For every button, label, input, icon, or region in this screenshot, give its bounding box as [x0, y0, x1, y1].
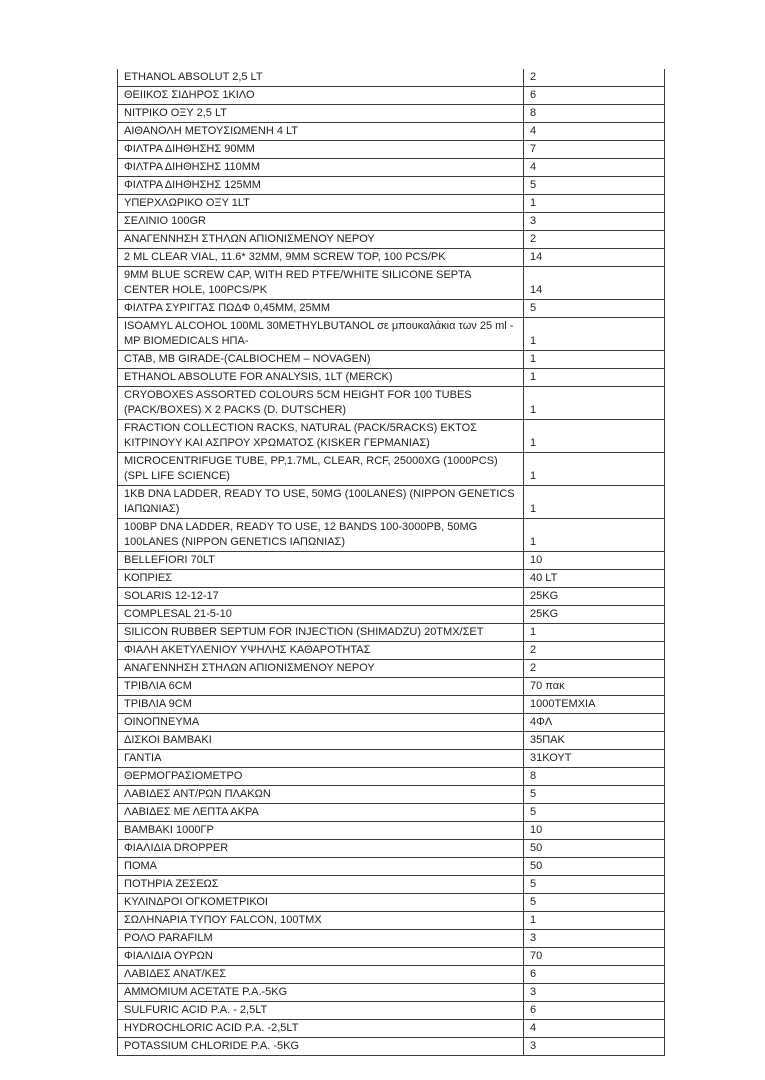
item-description-cell: ΠΟΜΑ [118, 858, 524, 876]
item-quantity-cell: 1000ΤΕΜΧΙΑ [524, 696, 665, 714]
item-quantity-cell: 2 [524, 231, 665, 249]
table-row [118, 696, 665, 714]
item-description-cell: ΚΟΠΡΙΕΣ [118, 570, 524, 588]
item-quantity-cell: 14 [524, 267, 665, 300]
table-row [118, 642, 665, 660]
item-description-cell: ΛΑΒΙΔΕΣ ΑΝΤ/ΡΩΝ ΠΛΑΚΩΝ [118, 786, 524, 804]
item-description-cell: SULFURIC ACID P.A. - 2,5LT [118, 1002, 524, 1020]
item-quantity-cell: 4 [524, 159, 665, 177]
item-description-cell: 9MM BLUE SCREW CAP, WITH RED PTFE/WHITE SILICONE SEPTA CENTER HOLE, 100PCS/PK [118, 267, 524, 300]
item-quantity-cell: 2 [524, 69, 665, 87]
table-row [118, 570, 665, 588]
item-quantity-cell: 7 [524, 141, 665, 159]
item-quantity-cell: 1 [524, 369, 665, 387]
item-quantity-cell: 6 [524, 966, 665, 984]
item-description-cell: ΑΝΑΓΕΝΝΗΣΗ ΣΤΗΛΩΝ ΑΠΙΟΝΙΣΜΕΝΟΥ ΝΕΡΟΥ [118, 660, 524, 678]
item-description-cell: ΦΙΛΤΡΑ ΔΙΗΘΗΣΗΣ 90ΜΜ [118, 141, 524, 159]
item-quantity-cell: 6 [524, 87, 665, 105]
item-description-cell: CRYOBOXES ASSORTED COLOURS 5CM HEIGHT FOR 100 TUBES (PACK/BOXES) X 2 PACKS (D. DUTSCHER) [118, 387, 524, 420]
item-description-cell: SOLARIS 12-12-17 [118, 588, 524, 606]
item-quantity-cell: 2 [524, 660, 665, 678]
table-row [118, 141, 665, 159]
table-row [118, 732, 665, 750]
table-row [118, 804, 665, 822]
item-description-cell: HYDROCHLORIC ACID P.A. -2,5LT [118, 1020, 524, 1038]
item-description-cell: ΦΙΛΤΡΑ ΔΙΗΘΗΣΗΣ 125ΜΜ [118, 177, 524, 195]
table-row [118, 786, 665, 804]
table-row [118, 1038, 665, 1056]
table-row [118, 213, 665, 231]
item-description-cell: ΤΡΙΒΛΙΑ 6CM [118, 678, 524, 696]
item-description-cell: ΟΙΝΟΠΝΕΥΜΑ [118, 714, 524, 732]
table-row [118, 714, 665, 732]
item-description-cell: ΘΕΡΜΟΓΡΑΣΙΟΜΕΤΡΟ [118, 768, 524, 786]
table-row [118, 159, 665, 177]
item-description-cell: BELLEFIORI 70LT [118, 552, 524, 570]
item-quantity-cell: 3 [524, 930, 665, 948]
item-quantity-cell: 1 [524, 519, 665, 552]
table-row [118, 123, 665, 141]
table-row [118, 606, 665, 624]
item-quantity-cell: 50 [524, 858, 665, 876]
table-row [118, 948, 665, 966]
item-quantity-cell: 8 [524, 105, 665, 123]
table-row [118, 966, 665, 984]
item-description-cell: ΓΑΝΤΙΑ [118, 750, 524, 768]
table-row [118, 519, 665, 552]
item-description-cell: ΣΕΛΙΝΙΟ 100GR [118, 213, 524, 231]
item-quantity-cell: 70 πακ [524, 678, 665, 696]
table-row [118, 840, 665, 858]
table-row [118, 387, 665, 420]
item-quantity-cell: 31ΚΟΥΤ [524, 750, 665, 768]
item-description-cell: ΦΙΑΛΙΔΙΑ DROPPER [118, 840, 524, 858]
item-description-cell: COMPLESAL 21-5-10 [118, 606, 524, 624]
item-quantity-cell: 5 [524, 177, 665, 195]
item-quantity-cell: 5 [524, 894, 665, 912]
item-description-cell: ETHANOL ABSOLUT 2,5 LT [118, 69, 524, 87]
table-row [118, 894, 665, 912]
table-row [118, 231, 665, 249]
item-description-cell: ΦΙΛΤΡΑ ΣΥΡΙΓΓΑΣ ΠΩΔΦ 0,45ΜΜ, 25ΜΜ [118, 300, 524, 318]
item-description-cell: ΑΝΑΓΕΝΝΗΣΗ ΣΤΗΛΩΝ ΑΠΙΟΝΙΣΜΕΝΟΥ ΝΕΡΟΥ [118, 231, 524, 249]
table-row [118, 420, 665, 453]
item-quantity-cell: 5 [524, 804, 665, 822]
item-quantity-cell: 1 [524, 318, 665, 351]
item-quantity-cell: 1 [524, 486, 665, 519]
item-quantity-cell: 1 [524, 912, 665, 930]
table-row [118, 660, 665, 678]
table-row [118, 486, 665, 519]
item-quantity-cell: 70 [524, 948, 665, 966]
table-row [118, 300, 665, 318]
item-description-cell: 100BP DNA LADDER, READY TO USE, 12 BANDS 100-3000PB, 50MG 100LANES (NIPPON GENETICS ΙΑΠΩΝΙΑΣ) [118, 519, 524, 552]
table-row [118, 69, 665, 87]
item-quantity-cell: 1 [524, 387, 665, 420]
item-quantity-cell: 5 [524, 300, 665, 318]
table-row [118, 858, 665, 876]
item-quantity-cell: 5 [524, 786, 665, 804]
table-row [118, 822, 665, 840]
table-row [118, 552, 665, 570]
item-description-cell: ΘΕΙΙΚΟΣ ΣΙΔΗΡΟΣ 1ΚΙΛΟ [118, 87, 524, 105]
item-quantity-cell: 1 [524, 351, 665, 369]
item-quantity-cell: 1 [524, 453, 665, 486]
item-quantity-cell: 6 [524, 1002, 665, 1020]
item-quantity-cell: 4ΦΛ [524, 714, 665, 732]
item-quantity-cell: 4 [524, 1020, 665, 1038]
item-quantity-cell: 14 [524, 249, 665, 267]
table-row [118, 876, 665, 894]
inventory-table [117, 69, 665, 1056]
table-row [118, 1020, 665, 1038]
item-description-cell: ΤΡΙΒΛΙΑ 9CM [118, 696, 524, 714]
item-description-cell: ΦΙΑΛΙΔΙΑ ΟΥΡΩΝ [118, 948, 524, 966]
item-description-cell: MICROCENTRIFUGE TUBE, PP,1.7ML, CLEAR, RCF, 25000XG (1000PCS) (SPL LIFE SCIENCE) [118, 453, 524, 486]
item-description-cell: 2 ML CLEAR VIAL, 11.6* 32MM, 9MM SCREW TOP, 100 PCS/PK [118, 249, 524, 267]
item-description-cell: ΦΙΛΤΡΑ ΔΙΗΘΗΣΗΣ 110ΜΜ [118, 159, 524, 177]
table-row [118, 1002, 665, 1020]
table-row [118, 588, 665, 606]
item-description-cell: ETHANOL ABSOLUTE FOR ANALYSIS, 1LT (MERCK) [118, 369, 524, 387]
table-row [118, 678, 665, 696]
table-row [118, 318, 665, 351]
table-row [118, 930, 665, 948]
table-row [118, 351, 665, 369]
item-description-cell: 1KB DNA LADDER, READY TO USE, 50MG (100LANES) (NIPPON GENETICS ΙΑΠΩΝΙΑΣ) [118, 486, 524, 519]
item-description-cell: ΔΙΣΚΟΙ ΒΑΜΒΑΚΙ [118, 732, 524, 750]
item-quantity-cell: 50 [524, 840, 665, 858]
table-row [118, 369, 665, 387]
item-description-cell: ΦΙΑΛΗ ΑΚΕΤΥΛΕΝΙΟΥ ΥΨΗΛΗΣ ΚΑΘΑΡΟΤΗΤΑΣ [118, 642, 524, 660]
item-quantity-cell: 1 [524, 624, 665, 642]
item-quantity-cell: 3 [524, 213, 665, 231]
item-description-cell: FRACTION COLLECTION RACKS, NATURAL (PACK/5RACKS) ΕΚΤΟΣ ΚΙΤΡΙΝΟΥΥ ΚΑΙ ΑΣΠΡΟΥ ΧΡΩΜΑΤΟΣ (KISKER ΓΕΡΜΑΝΙΑΣ) [118, 420, 524, 453]
table-row [118, 177, 665, 195]
item-description-cell: ΛΑΒΙΔΕΣ ΑΝΑΤ/ΚΕΣ [118, 966, 524, 984]
item-quantity-cell: 3 [524, 984, 665, 1002]
inventory-table-body [118, 69, 665, 1056]
item-description-cell: AMMOMIUM ACETATE P.A.-5KG [118, 984, 524, 1002]
item-description-cell: ΥΠΕΡΧΛΩΡΙΚΟ ΟΞΥ 1LT [118, 195, 524, 213]
item-description-cell: SILICON RUBBER SEPTUM FOR INJECTION (SHIMADZU) 20ΤΜΧ/ΣΕΤ [118, 624, 524, 642]
table-row [118, 453, 665, 486]
table-row [118, 984, 665, 1002]
item-quantity-cell: 25KG [524, 606, 665, 624]
table-row [118, 768, 665, 786]
item-description-cell: ΡΟΛΟ PARAFILM [118, 930, 524, 948]
item-description-cell: ISOAMYL ALCOHOL 100ML 30METHYLBUTANOL σε μπουκαλάκια των 25 ml - MP BIOMEDICALS ΗΠΑ- [118, 318, 524, 351]
item-description-cell: ΛΑΒΙΔΕΣ ΜΕ ΛΕΠΤΑ ΑΚΡΑ [118, 804, 524, 822]
item-quantity-cell: 10 [524, 822, 665, 840]
table-row [118, 87, 665, 105]
item-description-cell: ΚΥΛΙΝΔΡΟΙ ΟΓΚΟΜΕΤΡΙΚΟΙ [118, 894, 524, 912]
item-quantity-cell: 35ΠΑΚ [524, 732, 665, 750]
item-quantity-cell: 1 [524, 195, 665, 213]
item-description-cell: ΒΑΜΒΑΚΙ 1000ΓΡ [118, 822, 524, 840]
table-row [118, 267, 665, 300]
item-description-cell: POTASSIUM CHLORIDE P.A. -5KG [118, 1038, 524, 1056]
table-row [118, 195, 665, 213]
item-description-cell: ΑΙΘΑΝΟΛΗ ΜΕΤΟΥΣΙΩΜΕΝΗ 4 LT [118, 123, 524, 141]
item-quantity-cell: 2 [524, 642, 665, 660]
item-description-cell: ΣΩΛΗΝΑΡΙΑ ΤΥΠΟΥ FALCON, 100ΤΜΧ [118, 912, 524, 930]
table-row [118, 105, 665, 123]
table-row [118, 249, 665, 267]
table-row [118, 624, 665, 642]
item-quantity-cell: 4 [524, 123, 665, 141]
item-quantity-cell: 25KG [524, 588, 665, 606]
item-description-cell: ΝΙΤΡΙΚΟ ΟΞΥ 2,5 LT [118, 105, 524, 123]
item-description-cell: CTAB, MB GIRADE-(CALBIOCHEM – NOVAGEN) [118, 351, 524, 369]
item-quantity-cell: 5 [524, 876, 665, 894]
item-quantity-cell: 8 [524, 768, 665, 786]
item-quantity-cell: 40 LT [524, 570, 665, 588]
item-quantity-cell: 10 [524, 552, 665, 570]
item-quantity-cell: 1 [524, 420, 665, 453]
table-row [118, 912, 665, 930]
item-description-cell: ΠΟΤΗΡΙΑ ΖΕΣΕΩΣ [118, 876, 524, 894]
item-quantity-cell: 3 [524, 1038, 665, 1056]
table-row [118, 750, 665, 768]
